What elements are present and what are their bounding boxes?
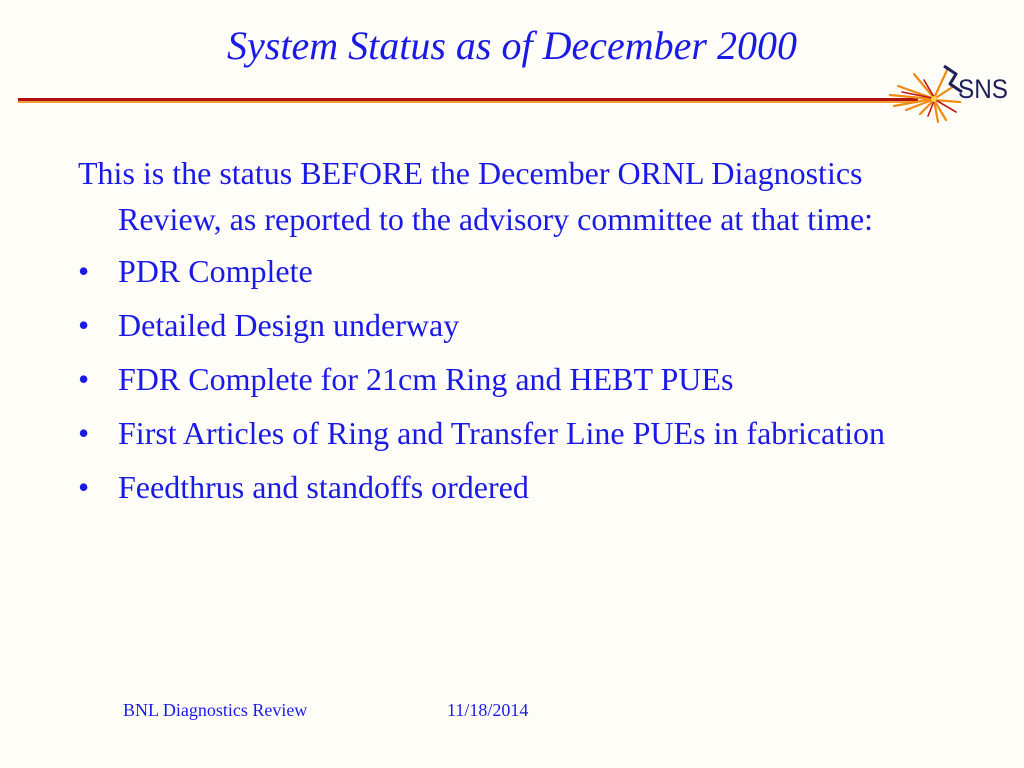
bullet-point-icon: •	[78, 469, 90, 505]
list-item	[78, 356, 898, 402]
footer-title: BNL Diagnostics Review	[123, 700, 308, 720]
bullet-point-icon: •	[78, 253, 90, 289]
bullet-text: Detailed Design underway	[118, 307, 460, 343]
intro-paragraph: This is the status BEFORE the December ORNL Diagnostics Review, as reported to the advisory committee at that time:	[78, 155, 874, 237]
logo-text: SNS	[958, 74, 1008, 104]
list-item	[78, 410, 898, 456]
list-item	[78, 464, 898, 510]
bullet-text: PDR Complete	[118, 253, 313, 289]
bullet-text: First Articles of Ring and Transfer Line PUEs in fabrication	[118, 415, 886, 451]
bullet-point-icon: •	[78, 415, 90, 451]
list-item	[78, 248, 898, 294]
bullet-list	[78, 248, 898, 510]
bullet-text: Feedthrus and standoffs ordered	[118, 469, 529, 505]
title-divider	[18, 97, 918, 105]
bullet-point-icon: •	[78, 307, 90, 343]
slide-body	[78, 150, 898, 518]
footer-date: 11/18/2014	[447, 700, 529, 720]
bullet-text: FDR Complete for 21cm Ring and HEBT PUEs	[118, 361, 734, 397]
slide-title: System Status as of December 2000	[227, 23, 797, 68]
list-item	[78, 302, 898, 348]
bullet-point-icon: •	[78, 361, 90, 397]
